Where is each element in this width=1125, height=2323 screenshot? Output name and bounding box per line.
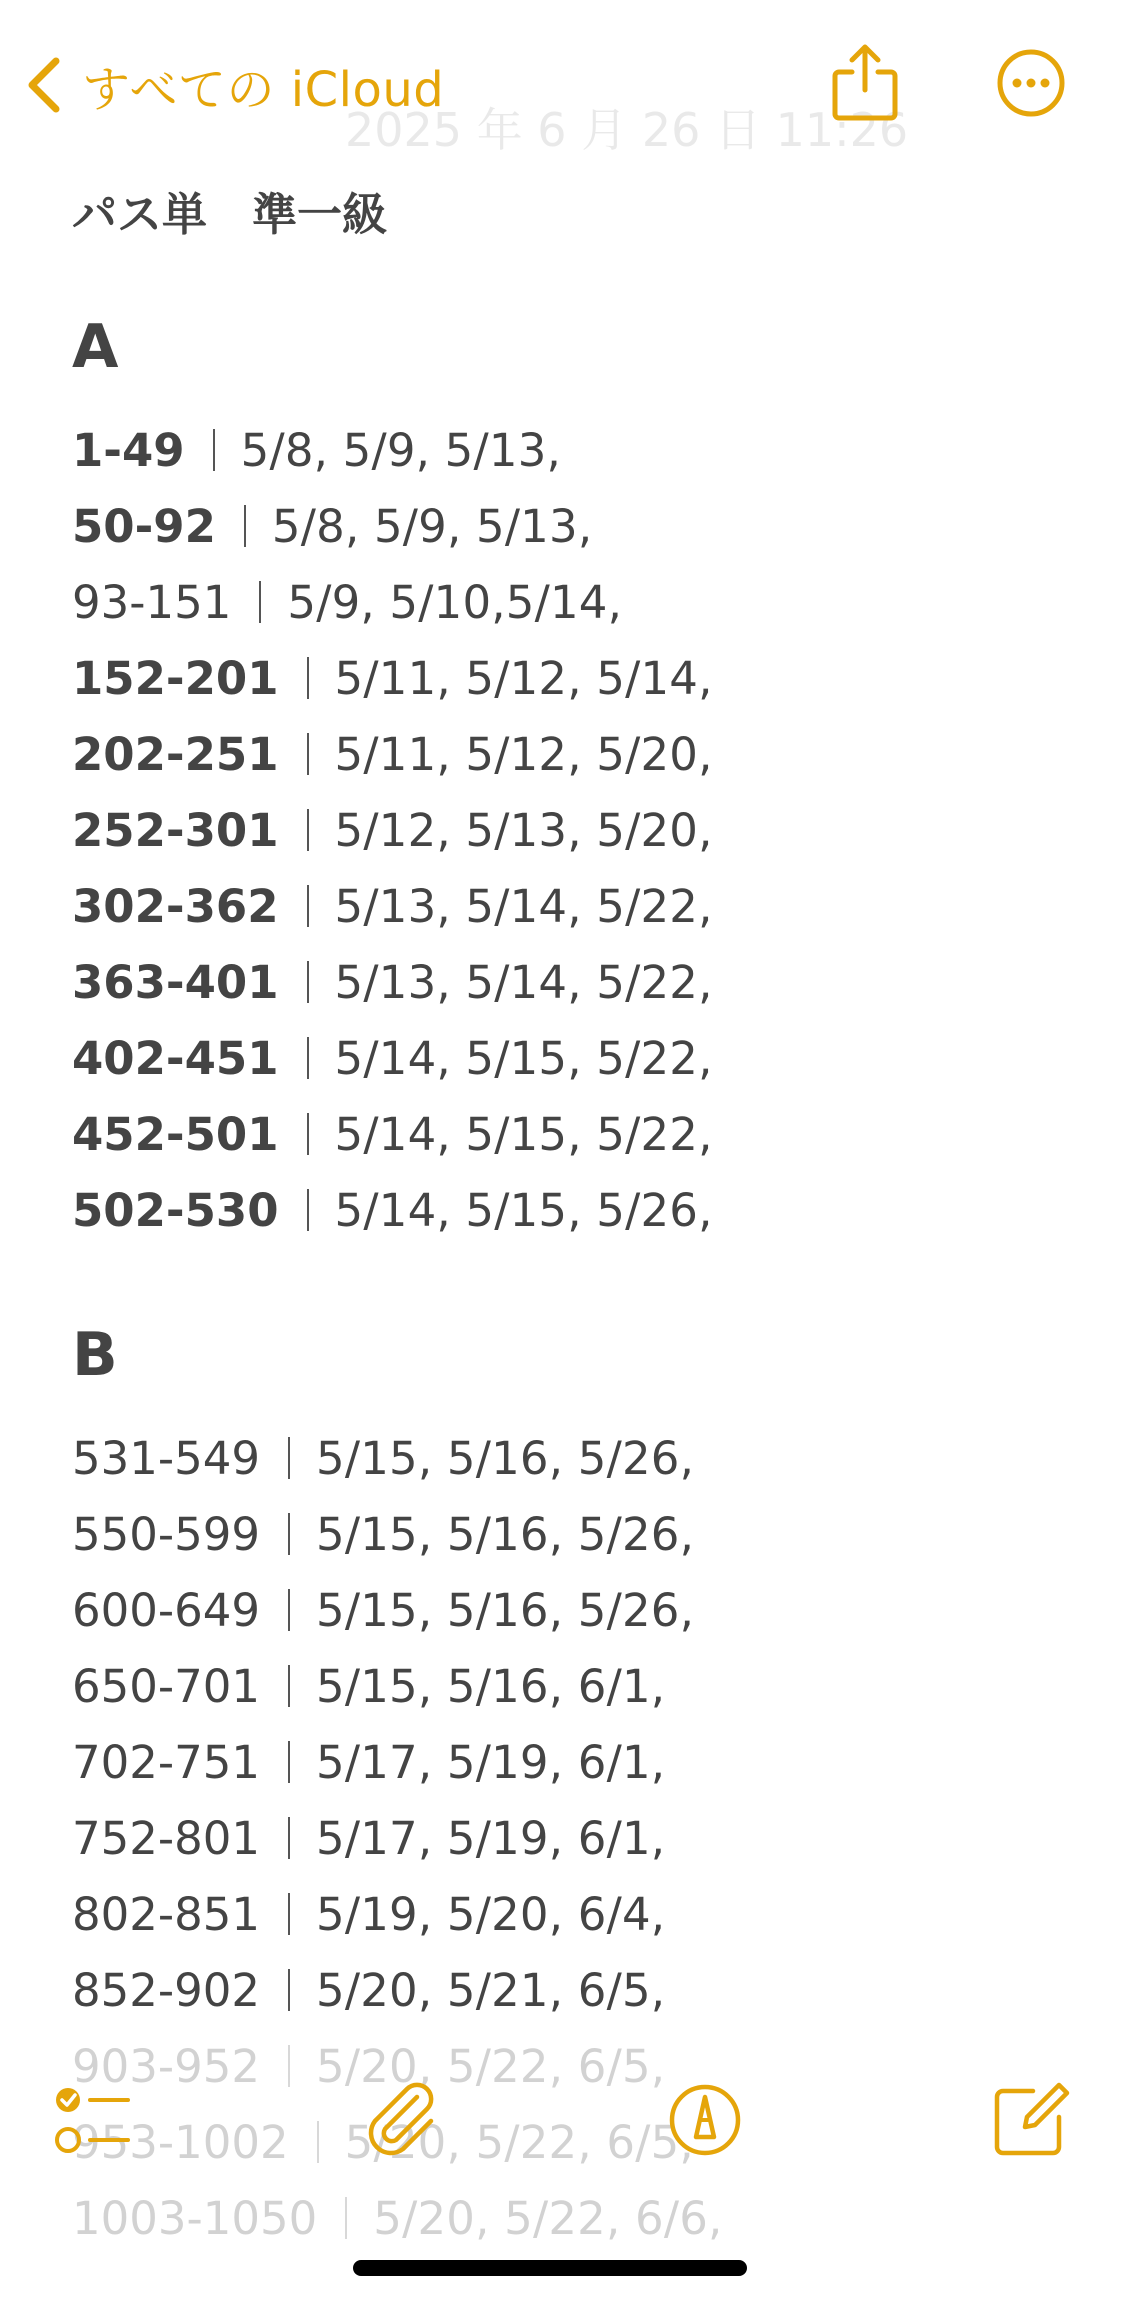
list-item: 852-902 5/20, 5/21, 6/5,	[72, 1963, 666, 2017]
list-item: 452-501 5/14, 5/15, 5/22,	[72, 1107, 713, 1161]
list-item: 502-530 5/14, 5/15, 5/26,	[72, 1183, 713, 1237]
navigation-bar	[0, 0, 1125, 170]
list-item: 550-599 5/15, 5/16, 5/26,	[72, 1507, 695, 1561]
home-indicator[interactable]	[353, 2260, 747, 2276]
back-button-label: すべての iCloud	[82, 61, 445, 118]
checklist-icon[interactable]	[50, 2075, 140, 2165]
note-date-ghost: 2025 年 6 月 26 日 11:26	[345, 103, 909, 157]
list-item: 802-851 5/19, 5/20, 6/4,	[72, 1887, 666, 1941]
list-item: 152-201 5/11, 5/12, 5/14,	[72, 651, 713, 705]
list-item: 50-92 5/8, 5/9, 5/13,	[72, 499, 593, 553]
section-heading-a: A	[72, 312, 119, 382]
chevron-left-icon	[22, 55, 64, 115]
compose-icon[interactable]	[985, 2075, 1075, 2165]
note-title: パス単 準一級	[72, 188, 388, 241]
list-item: 600-649 5/15, 5/16, 5/26,	[72, 1583, 695, 1637]
markup-pen-icon[interactable]	[660, 2075, 750, 2165]
list-item-faded: 1003-1050 5/20, 5/22, 6/6,	[72, 2191, 723, 2245]
list-item: 1-49 5/8, 5/9, 5/13,	[72, 423, 562, 477]
share-icon[interactable]	[830, 42, 900, 122]
list-item: 702-751 5/17, 5/19, 6/1,	[72, 1735, 666, 1789]
list-item: 252-301 5/12, 5/13, 5/20,	[72, 803, 713, 857]
list-item: 202-251 5/11, 5/12, 5/20,	[72, 727, 713, 781]
list-item: 531-549 5/15, 5/16, 5/26,	[72, 1431, 695, 1485]
list-item: 752-801 5/17, 5/19, 6/1,	[72, 1811, 666, 1865]
list-item: 402-451 5/14, 5/15, 5/22,	[72, 1031, 713, 1085]
list-item: 93-151 5/9, 5/10,5/14,	[72, 575, 623, 629]
back-button[interactable]	[22, 45, 444, 125]
list-item-faded: 953-1002 5/20, 5/22, 6/5,	[72, 2115, 694, 2169]
list-item: 302-362 5/13, 5/14, 5/22,	[72, 879, 713, 933]
list-item-faded: 903-952 5/20, 5/22, 6/5,	[72, 2039, 666, 2093]
bottom-toolbar	[0, 2075, 1125, 2225]
more-circle-icon[interactable]	[996, 48, 1066, 118]
paperclip-icon[interactable]	[355, 2075, 445, 2165]
list-item: 363-401 5/13, 5/14, 5/22,	[72, 955, 713, 1009]
list-item: 650-701 5/15, 5/16, 6/1,	[72, 1659, 666, 1713]
section-heading-b: B	[72, 1320, 118, 1390]
